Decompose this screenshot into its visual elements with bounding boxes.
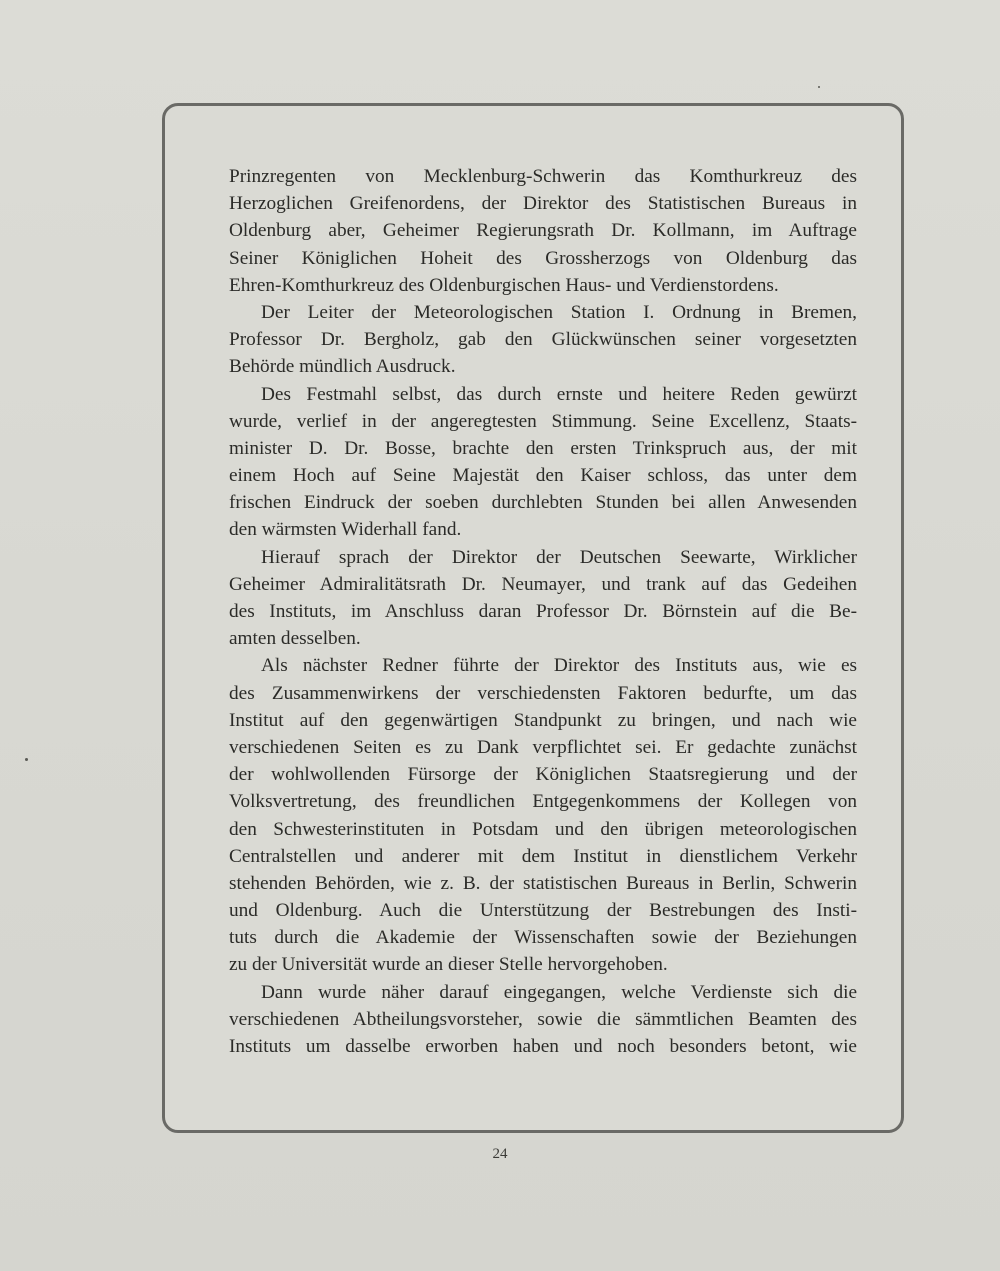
text-line: wurde, verlief in der angeregtesten Stimmung. Seine Excellenz, Staats- xyxy=(229,410,857,432)
text-line: einem Hoch auf Seine Majestät den Kaiser schloss, das unter dem xyxy=(229,465,857,487)
text-line: zu der Universität wurde an dieser Stelle hervorgehoben. xyxy=(229,954,668,976)
text-line: Oldenburg aber, Geheimer Regierungsrath Dr. Kollmann, im Auftrage xyxy=(229,220,857,242)
text-line: den Schwesterinstituten in Potsdam und den übrigen meteorologischen xyxy=(229,818,857,840)
text-line: Herzoglichen Greifenordens, der Direktor des Statistischen Bureaus in xyxy=(229,193,857,215)
paragraph-start-line: Der Leiter der Meteorologischen Station I. Ordnung in Bremen, xyxy=(261,301,857,323)
text-line: den wärmsten Widerhall fand. xyxy=(229,519,462,541)
paragraph-start-line: Des Festmahl selbst, das durch ernste und heitere Reden gewürzt xyxy=(261,383,857,405)
text-line: Ehren-Komthurkreuz des Oldenburgischen Haus- und Verdienstordens. xyxy=(229,274,779,296)
text-line: amten desselben. xyxy=(229,628,361,650)
text-line: des Instituts, im Anschluss daran Professor Dr. Börnstein auf die Be- xyxy=(229,601,857,622)
text-line: frischen Eindruck der soeben durchlebten Stunden bei allen Anwesenden xyxy=(229,492,857,514)
paragraph-start-line: Als nächster Redner führte der Direktor des Instituts aus, wie es xyxy=(261,655,857,677)
text-line: Centralstellen und anderer mit dem Institut in dienstlichem Verkehr xyxy=(229,845,857,867)
paper-speck xyxy=(25,758,28,761)
text-line: stehenden Behörden, wie z. B. der statistischen Bureaus in Berlin, Schwerin xyxy=(229,872,857,894)
text-line: Geheimer Admiralitätsrath Dr. Neumayer, und trank auf das Gedeihen xyxy=(229,573,857,595)
text-line: Behörde mündlich Ausdruck. xyxy=(229,356,456,378)
text-line: und Oldenburg. Auch die Unterstützung der Bestrebungen des Insti- xyxy=(229,900,857,922)
text-line: Prinzregenten von Mecklenburg-Schwerin das Komthurkreuz des xyxy=(229,166,857,187)
text-line: verschiedenen Seiten es zu Dank verpflichtet sei. Er gedachte zunächst xyxy=(229,736,857,758)
paragraph-start-line: Hierauf sprach der Direktor der Deutschen Seewarte, Wirklicher xyxy=(261,546,857,568)
text-line: minister D. Dr. Bosse, brachte den ersten Trinkspruch aus, der mit xyxy=(229,437,857,459)
body-text xyxy=(229,163,857,1060)
text-line: Professor Dr. Bergholz, gab den Glückwünschen seiner vorgesetzten xyxy=(229,329,857,351)
page-number: 24 xyxy=(492,1146,508,1162)
text-line: Institut auf den gegenwärtigen Standpunkt zu bringen, und nach wie xyxy=(229,709,857,731)
text-line: des Zusammenwirkens der verschiedensten Faktoren bedurfte, um das xyxy=(229,682,857,704)
text-line: Instituts um dasselbe erworben haben und noch besonders betont, wie xyxy=(229,1036,857,1057)
paper-speck xyxy=(818,86,820,88)
text-line: Seiner Königlichen Hoheit des Grossherzogs von Oldenburg das xyxy=(229,247,857,269)
text-line: tuts durch die Akademie der Wissenschaften sowie der Beziehungen xyxy=(229,927,857,949)
text-line: verschiedenen Abtheilungsvorsteher, sowie die sämmtlichen Beamten des xyxy=(229,1008,857,1030)
text-line: Volksvertretung, des freundlichen Entgegenkommens der Kollegen von xyxy=(229,791,857,813)
paragraph-start-line: Dann wurde näher darauf eingegangen, welche Verdienste sich die xyxy=(261,981,857,1003)
text-line: der wohlwollenden Fürsorge der Königlichen Staatsregierung und der xyxy=(229,764,857,786)
